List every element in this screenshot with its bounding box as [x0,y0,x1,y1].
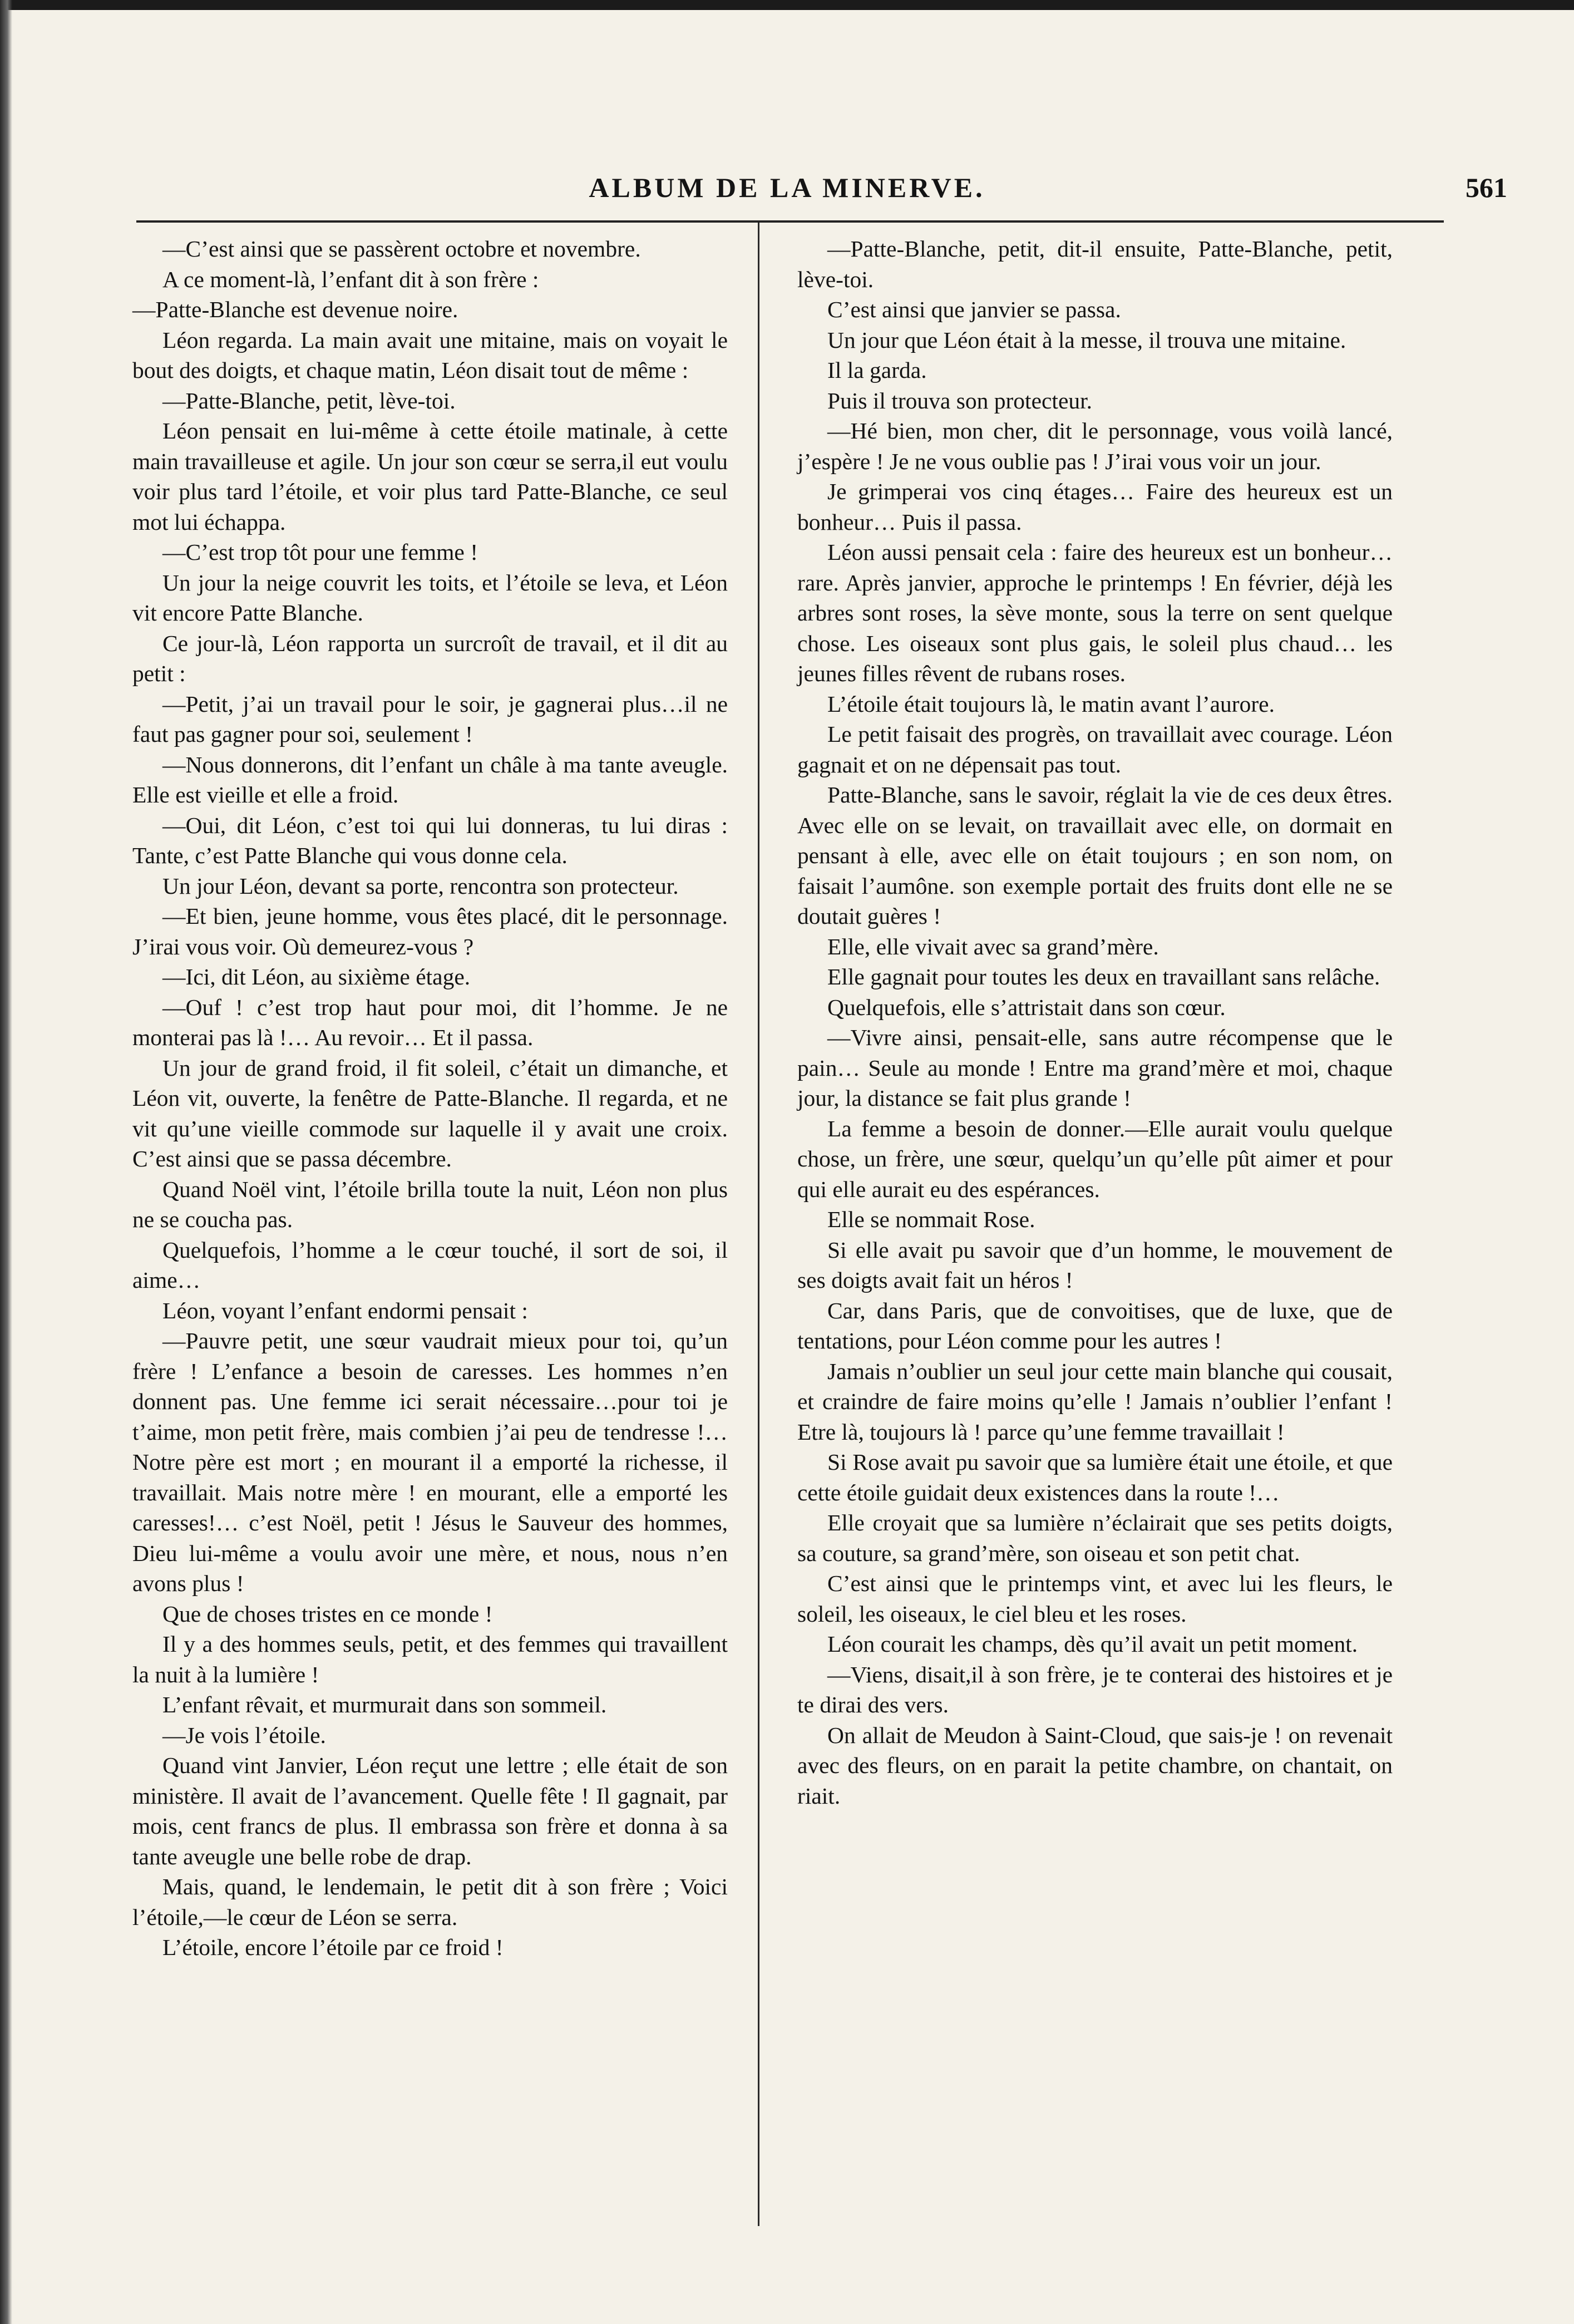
paragraph: C’est ainsi que janvier se passa. [827,297,1121,322]
paragraph: Mais, quand, le lendemain, le petit dit à son frère ; Voici l’étoile,—le cœur de Léon se serra. [132,1874,728,1930]
paragraph: Si Rose avait pu savoir que sa lumière était une étoile, et que cette étoile guidait deux existences dans la route !… [797,1449,1393,1505]
right-column [797,234,1393,1811]
paragraph: —Je vois l’étoile. [162,1722,326,1748]
paragraph: Quand Noël vint, l’étoile brilla toute la nuit, Léon non plus ne se coucha pas. [132,1176,728,1232]
top-border [0,0,1574,10]
paragraph: Ce jour-là, Léon rapporta un surcroît de travail, et il dit au petit : [132,630,728,686]
paragraph: —Patte-Blanche est devenue noire. [132,297,458,322]
running-title: ALBUM DE LA MINERVE. [589,172,985,203]
paragraph: Quelquefois, elle s’attristait dans son cœur. [827,994,1226,1020]
page-header [0,167,1574,211]
paragraph: Quand vint Janvier, Léon reçut une lettre ; elle était de son ministère. Il avait de l’avancement. Quelle fête ! Il gagnait, par mois, cent francs de plus. Il embrassa son frère et donna à sa tante aveugle une belle robe de drap. [132,1752,728,1869]
paragraph: On allait de Meudon à Saint-Cloud, que sais-je ! on revenait avec des fleurs, on en parait la petite chambre, on chantait, on riait. [797,1722,1393,1809]
paragraph: Que de choses tristes en ce monde ! [162,1601,493,1627]
page-edge-shadow [0,0,12,2324]
left-column [132,234,728,1963]
paragraph: Puis il trouva son protecteur. [827,387,1093,413]
paragraph: —Hé bien, mon cher, dit le personnage, vous voilà lancé, j’espère ! Je ne vous oublie pas ! J’irai vous voir un jour. [797,418,1393,474]
paragraph: —Vivre ainsi, pensait-elle, sans autre récompense que le pain… Seule au monde ! Entre ma grand’mère et moi, chaque jour, la distance se fait plus grande ! [797,1025,1393,1111]
paragraph: Léon courait les champs, dès qu’il avait un petit moment. [827,1631,1358,1657]
paragraph: Un jour que Léon était à la messe, il trouva une mitaine. [827,327,1346,353]
paragraph: Léon aussi pensait cela : faire des heureux est un bonheur… rare. Après janvier, approche le printemps ! En février, déjà les arbres sont roses, la sève monte, sous la terre on sent quelque chose. Les oiseaux sont plus gais, le soleil plus chaud… les jeunes filles rêvent de rubans roses. [797,539,1393,686]
paragraph: —Viens, disait,il à son frère, je te conterai des histoires et je te dirai des vers. [797,1661,1393,1717]
paragraph: A ce moment-là, l’enfant dit à son frère : [162,266,539,292]
paragraph: Car, dans Paris, que de convoitises, que de luxe, que de tentations, pour Léon comme pour les autres ! [797,1297,1393,1353]
paragraph: Je grimperai vos cinq étages… Faire des heureux est un bonheur… Puis il passa. [797,479,1393,535]
paragraph: Elle gagnait pour toutes les deux en travaillant sans relâche. [827,964,1380,989]
paragraph: Patte-Blanche, sans le savoir, réglait la vie de ces deux êtres. Avec elle on se levait, on travaillait avec elle, on dormait en pensant à elle, avec elle on était toujours ; en son nom, on faisait l’aumône. son exemple portait des fruits dont elle ne se doutait guères ! [797,782,1393,929]
paragraph: L’étoile était toujours là, le matin avant l’aurore. [827,691,1275,717]
paragraph: Jamais n’oublier un seul jour cette main blanche qui cousait, et craindre de faire moins qu’elle ! Jamais n’oublier l’enfant ! Etre là, toujours là ! parce qu’une femme travaillait ! [797,1358,1393,1445]
paragraph: Elle se nommait Rose. [827,1207,1035,1232]
paragraph: L’étoile, encore l’étoile par ce froid ! [162,1934,504,1960]
paragraph: Léon regarda. La main avait une mitaine, mais on voyait le bout des doigts, et chaque matin, Léon disait tout de même : [132,327,728,383]
paragraph: —Et bien, jeune homme, vous êtes placé, dit le personnage. J’irai vous voir. Où demeurez-vous ? [132,903,728,959]
paragraph: Il la garda. [827,357,927,383]
paragraph: —Petit, j’ai un travail pour le soir, je gagnerai plus…il ne faut pas gagner pour soi, seulement ! [132,691,728,747]
paragraph: —C’est ainsi que se passèrent octobre et novembre. [162,236,641,262]
column-divider [758,223,759,2226]
paragraph: Un jour la neige couvrit les toits, et l’étoile se leva, et Léon vit encore Patte Blanche. [132,569,728,626]
paragraph: —Patte-Blanche, petit, dit-il ensuite, Patte-Blanche, petit, lève-toi. [797,236,1393,292]
paragraph: Quelquefois, l’homme a le cœur touché, il sort de soi, il aime… [132,1237,728,1293]
paragraph: L’enfant rêvait, et murmurait dans son sommeil. [162,1692,607,1717]
paragraph: Léon pensait en lui-même à cette étoile matinale, à cette main travailleuse et agile. Un jour son cœur se serra,il eut voulu voir plus tard l’étoile, et voir plus tard Patte-Blanche, ce seul mot lui échappa. [132,418,728,535]
paragraph: Le petit faisait des progrès, on travaillait avec courage. Léon gagnait et on ne dépensait pas tout. [797,721,1393,777]
paragraph: Un jour de grand froid, il fit soleil, c’était un dimanche, et Léon vit, ouverte, la fenêtre de Patte-Blanche. Il regarda, et ne vit qu’une vieille commode sur laquelle il y avait une croix. C’est ainsi que se passa décembre. [132,1055,728,1171]
paragraph: —Pauvre petit, une sœur vaudrait mieux pour toi, qu’un frère ! L’enfance a besoin de caresses. Les hommes n’en donnent pas. Une femme ici serait nécessaire…pour toi je t’aime, mon petit frère, mais combien j’ai peu de tendresse !… Notre père est mort ; en mourant il a emporté la richesse, il travaillait. Mais notre mère ! en mourant, elle a emporté les caresses!… c’est Noël, petit ! Jésus le Sauveur des hommes, Dieu lui-même a voulu avoir une mère, et nous, nous n’en avons plus ! [132,1328,728,1596]
paragraph: —Oui, dit Léon, c’est toi qui lui donneras, tu lui diras : Tante, c’est Patte Blanche qui vous donne cela. [132,812,728,868]
paragraph: Un jour Léon, devant sa porte, rencontra son protecteur. [162,873,679,899]
paragraph: —Nous donnerons, dit l’enfant un châle à ma tante aveugle. Elle est vieille et elle a froid. [132,751,728,808]
paragraph: —Patte-Blanche, petit, lève-toi. [162,387,456,413]
header-rule [136,220,1444,223]
paragraph: Si elle avait pu savoir que d’un homme, le mouvement de ses doigts avait fait un héros ! [797,1237,1393,1293]
paragraph: —Ouf ! c’est trop haut pour moi, dit l’homme. Je ne monterai pas là !… Au revoir… Et il passa. [132,994,728,1050]
paragraph: La femme a besoin de donner.—Elle aurait voulu quelque chose, un frère, une sœur, quelqu’un qu’elle pût aimer et pour qui elle aurait eu des espérances. [797,1115,1393,1202]
paragraph: Elle croyait que sa lumière n’éclairait que ses petits doigts, sa couture, sa grand’mère, son oiseau et son petit chat. [797,1510,1393,1566]
paragraph: Elle, elle vivait avec sa grand’mère. [827,933,1159,959]
paragraph: Léon, voyant l’enfant endormi pensait : [162,1297,528,1323]
paragraph: —Ici, dit Léon, au sixième étage. [162,964,471,989]
paragraph: Il y a des hommes seuls, petit, et des femmes qui travaillent la nuit à la lumière ! [132,1631,728,1687]
paragraph: —C’est trop tôt pour une femme ! [162,539,478,565]
page-number: 561 [1466,172,1507,203]
paragraph: C’est ainsi que le printemps vint, et avec lui les fleurs, le soleil, les oiseaux, le ciel bleu et les roses. [797,1570,1393,1627]
